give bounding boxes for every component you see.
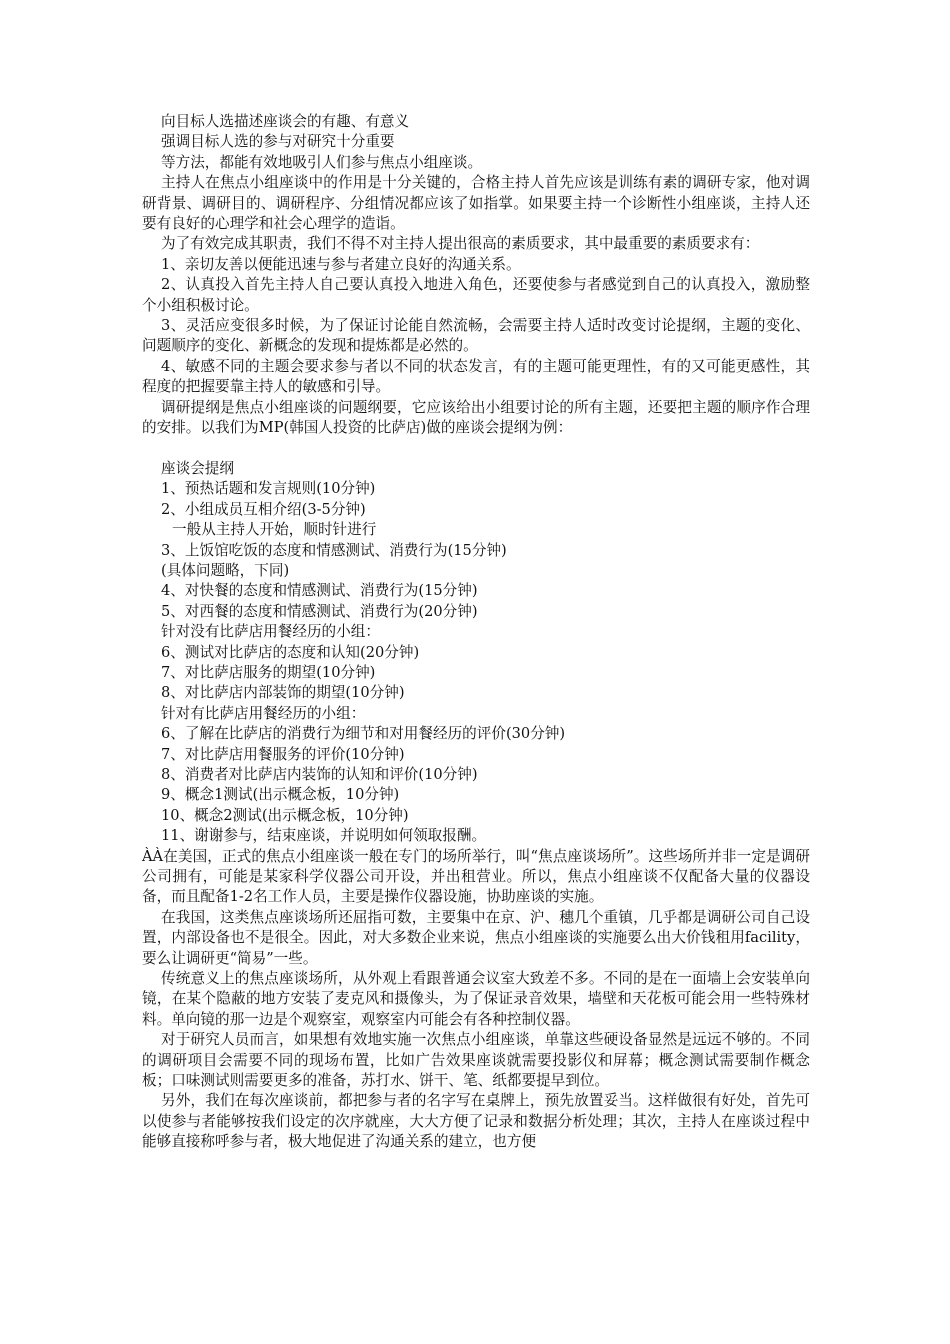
paragraph: 向目标人选描述座谈会的有趣、有意义: [161, 113, 410, 130]
outline-item: 8、对比萨店内部装饰的期望(10分钟): [161, 684, 405, 702]
outline-item: 7、对比萨店服务的期望(10分钟): [161, 663, 376, 681]
outline-item: 9、概念1测试(出示概念板，10分钟): [161, 786, 400, 804]
paragraph: 1、亲切友善以便能迅速与参与者建立良好的沟通关系。: [161, 255, 521, 273]
outline-item: 针对没有比萨店用餐经历的小组：: [161, 623, 380, 641]
outline-item: 2、小组成员互相介绍(3-5分钟): [161, 500, 366, 518]
paragraph: 等方法，都能有效地吸引人们参与焦点小组座谈。: [161, 153, 483, 171]
outline-item: 10、概念2测试(出示概念板，10分钟): [161, 806, 409, 824]
outline-item: 4、对快餐的态度和情感测试、消费行为(15分钟): [161, 582, 478, 600]
outline-item: 6、测试对比萨店的态度和认知(20分钟): [161, 643, 420, 661]
paragraph: 2、认真投入首先主持人自己要认真投入地进入角色，还要使参与者感觉到自己的认真投入，激励整个小组积极讨论。: [142, 276, 810, 314]
paragraph: ÀÀ在美国，正式的焦点小组座谈一般在专门的场所举行，叫“焦点座谈场所”。这些场所并非一定是调研公司拥有，可能是某家科学仪器公司开设，并出租营业。所以，焦点小组座谈不仅配备大量的仪器设备，而且配备1-2名工作人员，主要是操作仪器设施，协助座谈的实施。: [142, 847, 810, 906]
outline-item: 8、消费者对比萨店内装饰的认知和评价(10分钟): [161, 765, 478, 783]
paragraph: 3、灵活应变很多时候，为了保证讨论能自然流畅，会需要主持人适时改变讨论提纲，主题的变化、问题顺序的变化、新概念的发现和提炼都是必然的。: [142, 317, 810, 355]
outline-item: 11、谢谢参与，结束座谈，并说明如何领取报酬。: [161, 827, 487, 845]
outline-item: 1、预热话题和发言规则(10分钟): [161, 480, 376, 498]
paragraph: 传统意义上的焦点座谈场所，从外观上看跟普通会议室大致差不多。不同的是在一面墙上会安装单向镜，在某个隐蔽的地方安装了麦克风和摄像头，为了保证录音效果，墙壁和天花板可能会用一些特殊材料。单向镜的那一边是个观察室，观察室内可能会有各种控制仪器。: [142, 970, 810, 1028]
outline-item: 针对有比萨店用餐经历的小组：: [161, 704, 366, 722]
paragraph: 强调目标人选的参与对研究十分重要: [161, 133, 395, 151]
outline-title: 座谈会提纲: [161, 459, 234, 477]
paragraph: 4、敏感不同的主题会要求参与者以不同的状态发言，有的主题可能更理性，有的又可能更感性，其程度的把握要靠主持人的敏感和引导。: [142, 357, 810, 396]
outline-item: 7、对比萨店用餐服务的评价(10分钟): [161, 745, 405, 763]
paragraph: 对于研究人员而言，如果想有效地实施一次焦点小组座谈，单靠这些硬设备显然是远远不够的。不同的调研项目会需要不同的现场布置，比如广告效果座谈就需要投影仪和屏幕；概念测试需要制作概念板；口味测试则需要更多的准备，苏打水、饼干、笔、纸都要提早到位。: [142, 1031, 810, 1090]
paragraph: 在我国，这类焦点座谈场所还屈指可数，主要集中在京、沪、穗几个重镇，几乎都是调研公司自己设置，内部设备也不是很全。因此，对大多数企业来说，焦点小组座谈的实施要么出大价钱租用facility，要么让调研更“简易”一些。: [142, 908, 810, 967]
paragraph: 调研提纲是焦点小组座谈的问题纲要，它应该给出小组要讨论的所有主题，还要把主题的顺序作合理的安排。以我们为MP(韩国人投资的比萨店)做的座谈会提纲为例：: [142, 398, 810, 437]
paragraph: 另外，我们在每次座谈前，都把参与者的名字写在桌牌上，预先放置妥当。这样做很有好处，首先可以使参与者能够按我们设定的次序就座，大大方便了记录和数据分析处理；其次，主持人在座谈过程中能够直接称呼参与者，极大地促进了沟通关系的建立，也方便: [142, 1092, 810, 1151]
paragraph: 为了有效完成其职责，我们不得不对主持人提出很高的素质要求，其中最重要的素质要求有：: [161, 235, 760, 253]
outline-item: (具体问题略，下同): [161, 561, 290, 579]
paragraph: 主持人在焦点小组座谈中的作用是十分关键的，合格主持人首先应该是训练有素的调研专家，他对调研背景、调研目的、调研程序、分组情况都应该了如指掌。如果要主持一个诊断性小组座谈，主持人还要有良好的心理学和社会心理学的造诣。: [142, 174, 810, 233]
outline-item: 一般从主持人开始，顺时针进行: [172, 521, 377, 539]
outline-item: 3、上饭馆吃饭的态度和情感测试、消费行为(15分钟): [161, 541, 507, 559]
outline-item: 6、了解在比萨店的消费行为细节和对用餐经历的评价(30分钟): [161, 725, 566, 743]
outline-item: 5、对西餐的态度和情感测试、消费行为(20分钟): [161, 602, 478, 620]
blank-line: [142, 439, 810, 459]
document-body: [142, 112, 810, 1153]
